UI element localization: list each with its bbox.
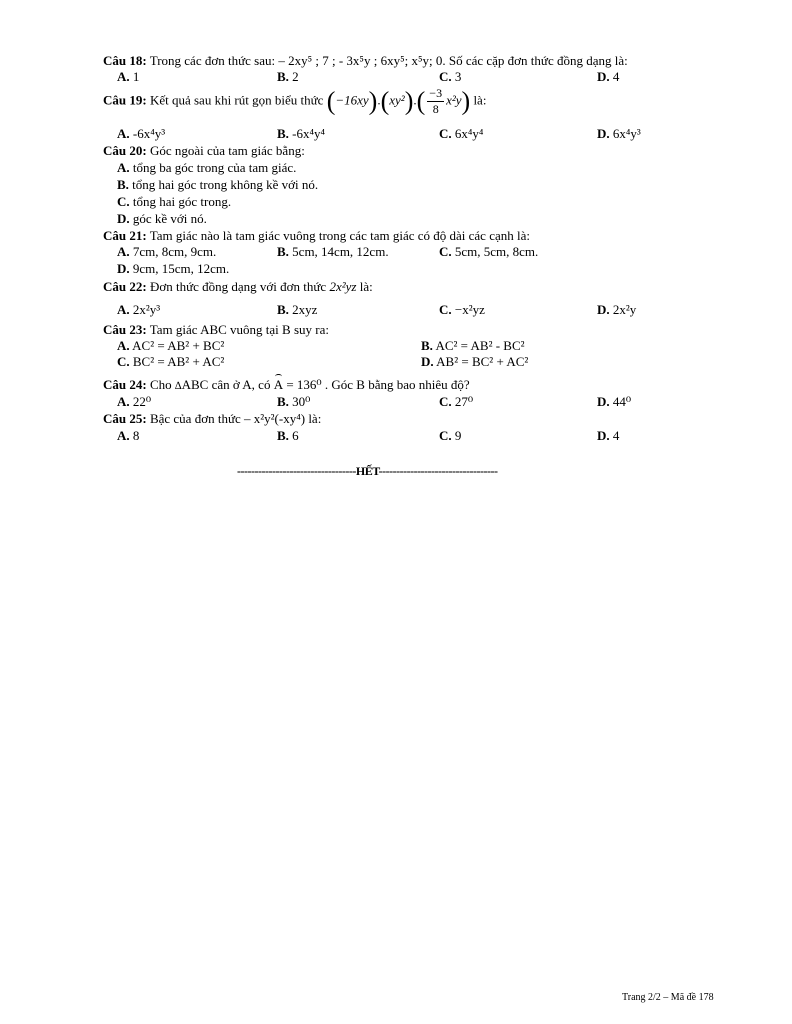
math-term: xy² <box>389 92 405 108</box>
question-text: Bậc của đơn thức – x²y²(-xy⁴) là: <box>149 411 322 426</box>
question-label: Câu 25: <box>103 411 147 426</box>
math-term: 2x²yz <box>329 279 357 294</box>
option-d: D. góc kề với nó. <box>117 211 207 226</box>
question-19: Câu 19: Kết quả sau khi rút gọn biểu thức (−16xy).(xy²).( $\frac{-3}{8}$ x²y) là: <box>103 86 487 116</box>
math-term: −16xy <box>335 92 369 108</box>
math-term: x²y <box>446 92 462 108</box>
option-a: A. 8 <box>117 428 140 443</box>
question-text: Đơn thức đồng dạng với đơn thức <box>149 279 327 294</box>
question-18-options <box>103 69 743 85</box>
question-19-options <box>103 126 743 142</box>
question-25 <box>103 411 321 427</box>
question-text-end: là: <box>359 279 373 294</box>
option-c: C. tổng hai góc trong. <box>117 194 232 209</box>
question-22-options <box>103 302 743 318</box>
page-footer: Trang 2/2 – Mã đề 178 <box>622 992 714 1003</box>
question-text: Cho <box>149 377 172 392</box>
option-a: A. -6x⁴y³ <box>117 126 166 141</box>
question-24 <box>103 377 470 394</box>
option-b: B. 30⁰ <box>277 394 311 409</box>
option-c: C. 9 <box>439 428 462 443</box>
question-20 <box>103 143 305 159</box>
option-b: B. 5cm, 14cm, 12cm. <box>277 244 389 259</box>
option-a: A. 1 <box>117 69 140 84</box>
question-21 <box>103 228 530 244</box>
question-text-mid: ABC cân ở A, có <box>181 377 271 392</box>
question-text: Tam giác nào là tam giác vuông trong các tam giác có độ dài các cạnh là: <box>149 228 530 243</box>
option-c: C. 5cm, 5cm, 8cm. <box>439 244 539 259</box>
question-text: Kết quả sau khi rút gọn biểu thức <box>149 92 324 108</box>
option-b: B. 2 <box>277 69 299 84</box>
option-d: D. 6x⁴y³ <box>597 126 641 141</box>
option-d: D. 4 <box>597 69 620 84</box>
option-b: B. -6x⁴y⁴ <box>277 126 326 141</box>
question-text-end: là: <box>473 92 487 108</box>
question-24-options <box>103 394 743 410</box>
question-21-options <box>103 244 743 260</box>
option-d: D. 4 <box>597 428 620 443</box>
question-text: Góc ngoài của tam giác bằng: <box>149 143 305 158</box>
question-label: Câu 23: <box>103 322 147 337</box>
option-b: B. tổng hai góc trong không kề với nó. <box>117 177 319 192</box>
question-label: Câu 21: <box>103 228 147 243</box>
question-label: Câu 24: <box>103 377 147 392</box>
option-a: A. tổng ba góc trong của tam giác. <box>117 160 297 175</box>
question-25-options <box>103 428 743 444</box>
option-a: A. 7cm, 8cm, 9cm. <box>117 244 217 259</box>
question-label: Câu 22: <box>103 279 147 294</box>
question-label: Câu 19: <box>103 92 147 108</box>
option-b: B. AC² = AB² - BC² <box>421 338 525 353</box>
option-a: A. AC² = AB² + BC² <box>117 338 225 353</box>
angle-a: A <box>273 377 284 392</box>
question-18 <box>103 53 628 69</box>
question-label: Câu 20: <box>103 143 147 158</box>
option-a: A. 22⁰ <box>117 394 152 409</box>
end-marker: ----------------------------------HẾT---------------------------------- <box>237 464 498 478</box>
question-text: Tam giác ABC vuông tại B suy ra: <box>149 322 329 337</box>
question-text: Trong các đơn thức sau: – 2xy⁵ ; 7 ; - 3x⁵y ; 6xy⁵; x⁵y; 0. Số các cặp đơn thức đồng dạng là: <box>149 53 628 68</box>
option-d: D. AB² = BC² + AC² <box>421 354 529 369</box>
option-b: B. 2xyz <box>277 302 318 317</box>
option-c: C. 3 <box>439 69 462 84</box>
question-23-options-2 <box>103 354 743 370</box>
option-d: D. 9cm, 15cm, 12cm. <box>117 261 230 276</box>
option-c: C. 6x⁴y⁴ <box>439 126 484 141</box>
math-fraction: $\frac{-3}{8}$ <box>429 86 443 116</box>
question-text-end: = 136⁰ . Góc B bằng bao nhiêu độ? <box>286 377 470 392</box>
option-c: C. −x²yz <box>439 302 485 317</box>
triangle-symbol: ∆ <box>174 380 182 392</box>
option-a: A. 2x²y³ <box>117 302 161 317</box>
question-label: Câu 18: <box>103 53 147 68</box>
question-21-options-2 <box>103 261 743 277</box>
option-d: D. 2x²y <box>597 302 637 317</box>
question-23-options <box>103 338 743 354</box>
option-d: D. 44⁰ <box>597 394 632 409</box>
option-c: C. 27⁰ <box>439 394 474 409</box>
question-23 <box>103 322 329 338</box>
option-c: C. BC² = AB² + AC² <box>117 354 225 369</box>
question-22 <box>103 279 373 295</box>
option-b: B. 6 <box>277 428 299 443</box>
